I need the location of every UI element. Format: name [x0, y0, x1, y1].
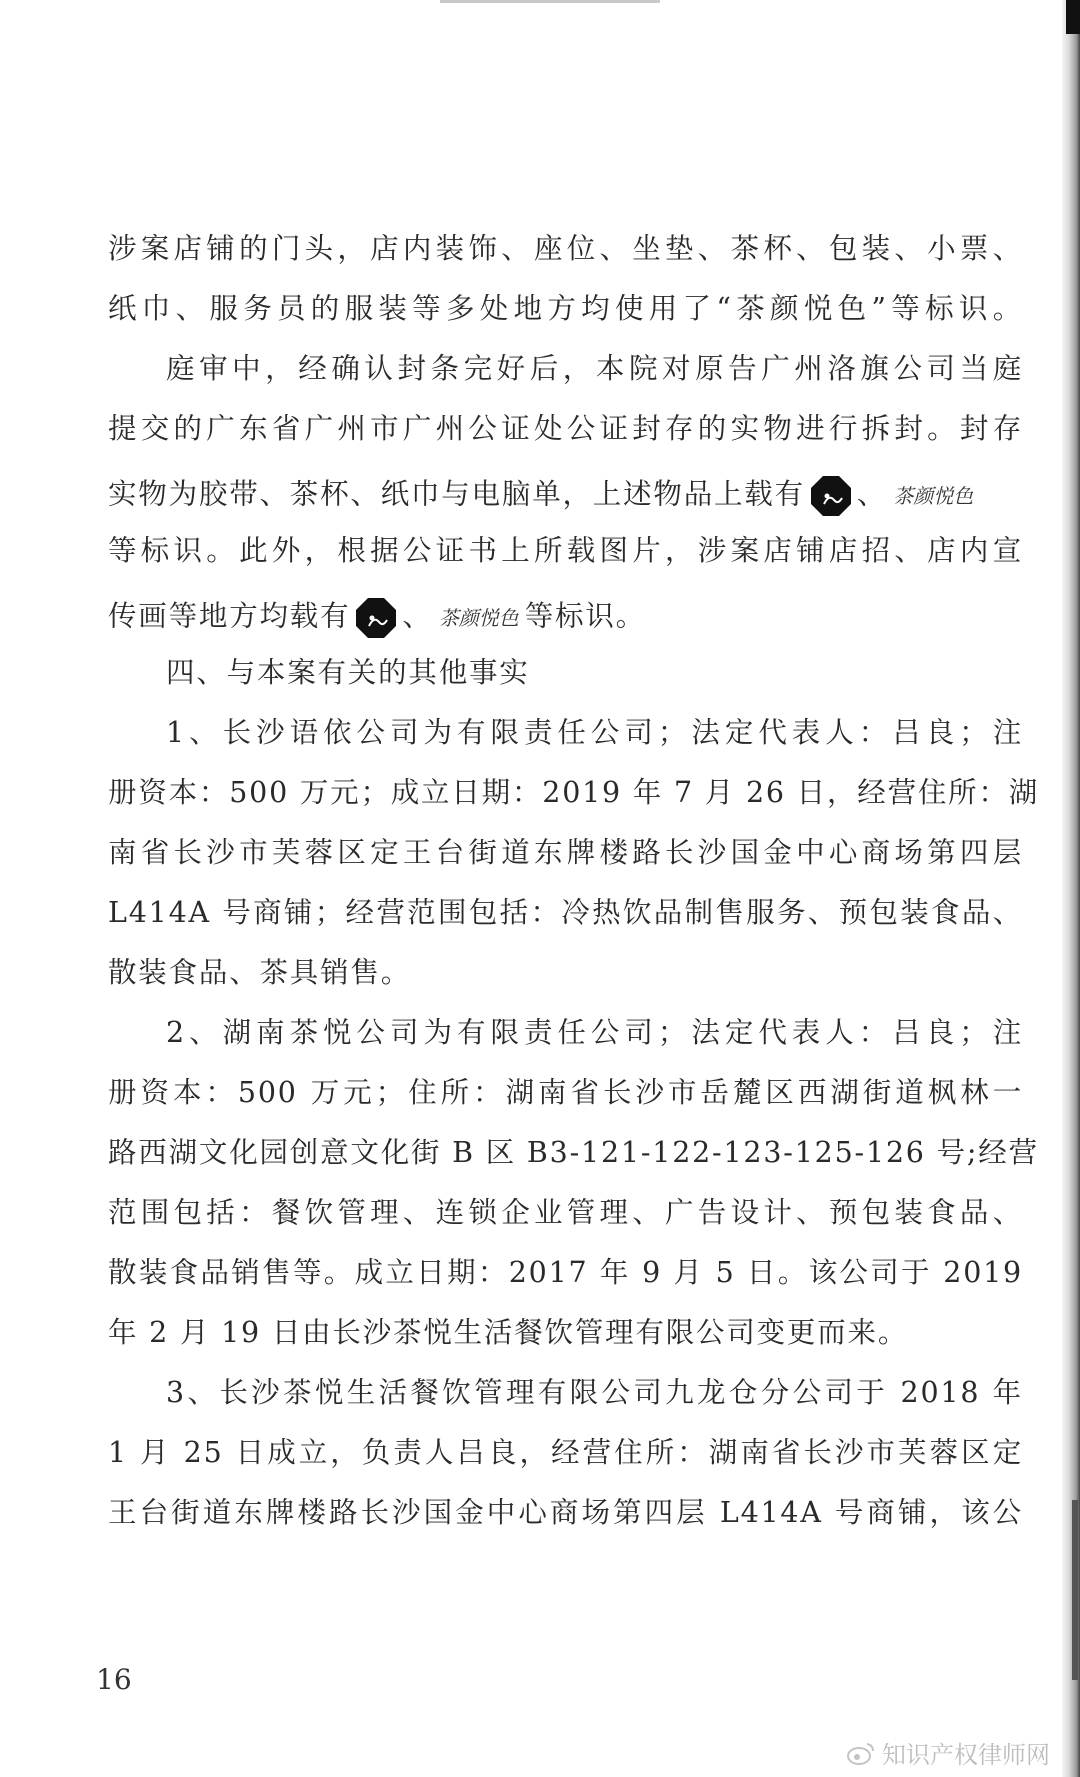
text-line: 册资本：500 万元；住所：湖南省长沙市岳麓区西湖街道枫林一 — [108, 1076, 1023, 1109]
text-line: 南省长沙市芙蓉区定王台街道东牌楼路长沙国金中心商场第四层 — [108, 836, 1023, 869]
text-line: 散装食品、茶具销售。 — [108, 956, 412, 989]
text-line: 提交的广东省广州市广州公证处公证封存的实物进行拆封。封存 — [108, 412, 1023, 445]
handwritten-logo-text: 茶颜悦色 — [893, 484, 974, 508]
text-line: 范围包括：餐饮管理、连锁企业管理、广告设计、预包装食品、 — [108, 1196, 1023, 1229]
page-top-mark — [440, 0, 660, 3]
logo-seal-icon — [354, 596, 398, 640]
text-segment: 等标识。 — [524, 599, 646, 633]
scan-edge-shadow — [1062, 0, 1080, 1777]
text-line: 年 2 月 19 日由长沙茶悦生活餐饮管理有限公司变更而来。 — [108, 1316, 909, 1349]
text-segment: 、 — [402, 599, 433, 633]
handwritten-logo-text: 茶颜悦色 — [438, 606, 519, 630]
text-line: L414A 号商铺；经营范围包括：冷热饮品制售服务、预包装食品、 — [108, 896, 1023, 929]
text-line: 册资本：500 万元；成立日期：2019 年 7 月 26 日，经营住所：湖 — [108, 776, 1040, 809]
text-line: 3、长沙茶悦生活餐饮管理有限公司九龙仓分公司于 2018 年 — [166, 1376, 1023, 1409]
weibo-icon — [846, 1740, 876, 1766]
watermark-text: 知识产权律师网 — [882, 1741, 1050, 1769]
section-heading: 四、与本案有关的其他事实 — [166, 656, 530, 689]
document-body — [108, 232, 1040, 1558]
text-line: 1 月 25 日成立，负责人吕良，经营住所：湖南省长沙市芙蓉区定 — [108, 1436, 1023, 1469]
scan-edge-dark-top — [1066, 0, 1080, 34]
text-line: 王台街道东牌楼路长沙国金中心商场第四层 L414A 号商铺，该公 — [108, 1496, 1023, 1529]
text-line-with-logos — [108, 474, 1023, 514]
text-line: 散装食品销售等。成立日期：2017 年 9 月 5 日。该公司于 2019 — [108, 1256, 1023, 1289]
text-line: 庭审中，经确认封条完好后，本院对原告广州洛旗公司当庭 — [166, 352, 1023, 385]
text-line: 等标识。此外，根据公证书上所载图片，涉案店铺店招、店内宣 — [108, 534, 1023, 567]
text-line-with-logos — [108, 596, 1023, 636]
watermark — [846, 1735, 1050, 1770]
scan-edge-dark-bottom — [1072, 1500, 1078, 1680]
text-segment: 传画等地方均载有 — [108, 599, 351, 633]
text-segment: 、 — [856, 477, 888, 511]
text-line: 1、长沙语依公司为有限责任公司；法定代表人：吕良；注 — [166, 716, 1023, 749]
text-line: 路西湖文化园创意文化街 B 区 B3-121-122-123-125-126 号;经营 — [108, 1136, 1039, 1169]
logo-seal-icon — [809, 474, 853, 518]
text-line: 2、湖南茶悦公司为有限责任公司；法定代表人：吕良；注 — [166, 1016, 1023, 1049]
text-line: 涉案店铺的门头，店内装饰、座位、坐垫、茶杯、包装、小票、 — [108, 232, 1023, 265]
page-number: 16 — [96, 1663, 132, 1696]
text-segment: 实物为胶带、茶杯、纸巾与电脑单，上述物品上载有 — [108, 477, 805, 511]
text-line: 纸巾、服务员的服装等多处地方均使用了“茶颜悦色”等标识。 — [108, 292, 1023, 325]
